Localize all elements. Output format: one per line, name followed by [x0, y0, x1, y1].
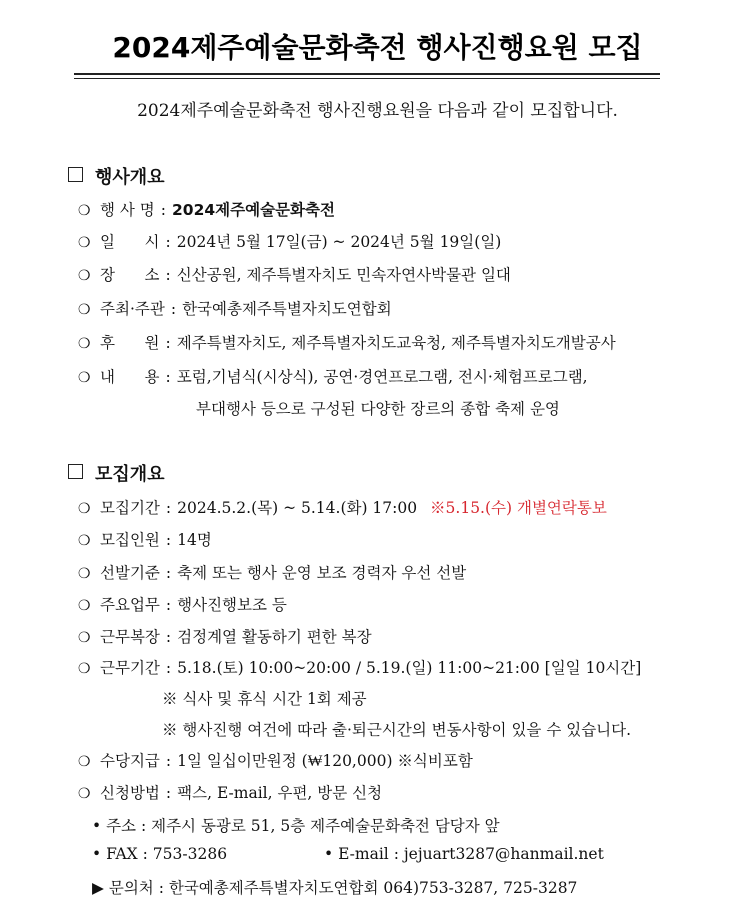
circle-bullet-icon: ❍	[78, 268, 91, 284]
circle-bullet-icon: ❍	[78, 754, 91, 770]
event-row-date: ❍ 일 시 : 2024년 5월 17일(금) ~ 2024년 5월 19일(일)	[78, 233, 502, 251]
circle-bullet-icon: ❍	[78, 336, 91, 352]
recruit-row-criteria: ❍ 선발기준 : 축제 또는 행사 운영 보조 경력자 우선 선발	[78, 564, 467, 582]
email-line: • E-mail : jejuart3287@hanmail.net	[324, 845, 604, 863]
circle-bullet-icon: ❍	[78, 501, 91, 517]
event-row-content: ❍ 내 용 : 포럼,기념식(시상식), 공연·경연프로그램, 전시·체험프로그램,	[78, 368, 588, 386]
note-meal: ※ 식사 및 휴식 시간 1회 제공	[162, 690, 367, 708]
recruit-row-count: ❍ 모집인원 : 14명	[78, 531, 212, 549]
fax-line: • FAX : 753-3286	[92, 845, 228, 863]
section-recruit-heading: 모집개요	[68, 460, 165, 486]
note-time-change: ※ 행사진행 여건에 따라 출·퇴근시간의 변동사항이 있을 수 있습니다.	[162, 721, 632, 739]
title-divider	[74, 73, 660, 79]
circle-bullet-icon: ❍	[78, 661, 91, 677]
circle-bullet-icon: ❍	[78, 598, 91, 614]
event-row-host: ❍ 주최·주관 : 한국예총제주특별자치도연합회	[78, 300, 392, 318]
square-icon	[68, 464, 83, 479]
circle-bullet-icon: ❍	[78, 235, 91, 251]
recruit-row-work-period: ❍ 근무기간 : 5.18.(토) 10:00~20:00 / 5.19.(일) 11:00~21:00 [일일 10시간]	[78, 659, 642, 677]
notice-text: ※5.15.(수) 개별연락통보	[430, 499, 607, 517]
circle-bullet-icon: ❍	[78, 786, 91, 802]
recruit-row-duty: ❍ 주요업무 : 행사진행보조 등	[78, 596, 287, 614]
recruit-row-pay: ❍ 수당지급 : 1일 일십이만원정 (₩120,000) ※식비포함	[78, 752, 473, 770]
intro-text: 2024제주예술문화축전 행사진행요원을 다음과 같이 모집합니다.	[137, 101, 618, 121]
event-row-name: ❍ 행 사 명 : 2024제주예술문화축전	[78, 201, 335, 219]
circle-bullet-icon: ❍	[78, 630, 91, 646]
recruit-row-apply: ❍ 신청방법 : 팩스, E-mail, 우편, 방문 신청	[78, 784, 383, 802]
circle-bullet-icon: ❍	[78, 302, 91, 318]
address-line: • 주소 : 제주시 동광로 51, 5층 제주예술문화축전 담당자 앞	[92, 817, 500, 835]
recruit-row-dress: ❍ 근무복장 : 검정계열 활동하기 편한 복장	[78, 628, 372, 646]
page-title: 2024제주예술문화축전 행사진행요원 모집	[112, 31, 643, 64]
square-icon	[68, 167, 83, 182]
contact-line: ▶ 문의처 : 한국예총제주특별자치도연합회 064)753-3287, 725-3287	[92, 879, 578, 897]
circle-bullet-icon: ❍	[78, 203, 91, 219]
circle-bullet-icon: ❍	[78, 566, 91, 582]
recruit-row-period: ❍ 모집기간 : 2024.5.2.(목) ~ 5.14.(화) 17:00 ※5.15.(수) 개별연락통보	[78, 499, 607, 517]
event-row-content-cont: 부대행사 등으로 구성된 다양한 장르의 종합 축제 운영	[196, 400, 560, 418]
circle-bullet-icon: ❍	[78, 533, 91, 549]
circle-bullet-icon: ❍	[78, 370, 91, 386]
section-event-heading: 행사개요	[68, 163, 165, 189]
event-row-sponsor: ❍ 후 원 : 제주특별자치도, 제주특별자치도교육청, 제주특별자치도개발공사	[78, 334, 616, 352]
event-row-venue: ❍ 장 소 : 신산공원, 제주특별자치도 민속자연사박물관 일대	[78, 266, 511, 284]
